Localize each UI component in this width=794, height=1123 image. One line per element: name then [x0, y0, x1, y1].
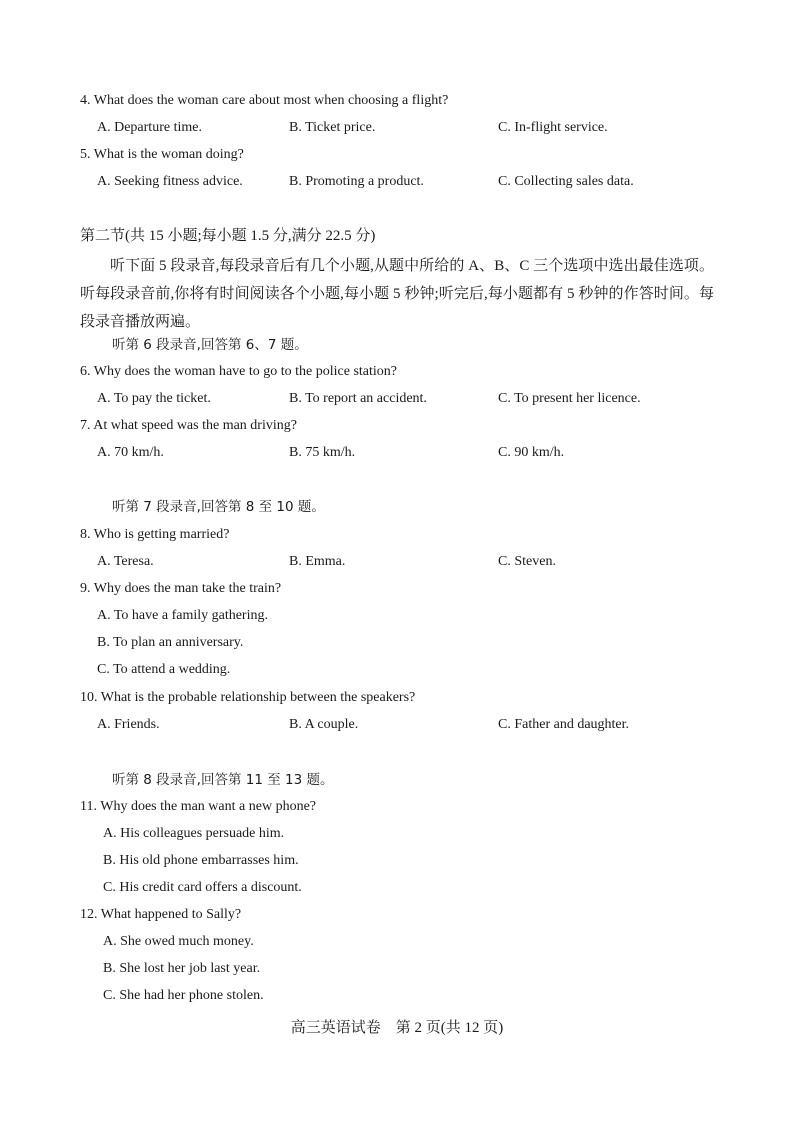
option-a: A. 70 km/h.: [97, 445, 164, 460]
question-10-options: [0, 714, 794, 736]
option-a: A. Seeking fitness advice.: [97, 174, 243, 189]
option-a: A. To pay the ticket.: [97, 391, 211, 406]
question-text: 11. Why does the man want a new phone?: [80, 799, 316, 814]
option-a: A. Departure time.: [97, 120, 202, 135]
option-c: C. Father and daughter.: [498, 717, 630, 732]
option-a: A. His colleagues persuade him.: [103, 826, 285, 841]
question-7: [0, 415, 794, 437]
question-11-option-c: [0, 877, 794, 899]
question-9-option-c: [0, 659, 794, 681]
option-a: A. Teresa.: [97, 554, 154, 569]
question-text: 8. Who is getting married?: [80, 527, 230, 542]
question-6-options: [0, 388, 794, 410]
section-title: 第二节(共 15 小题;每小题 1.5 分,满分 22.5 分): [80, 228, 376, 244]
option-b: B. Emma.: [289, 554, 346, 569]
option-c: C. Steven.: [498, 554, 556, 569]
question-4: [0, 90, 794, 112]
option-c: C. To attend a wedding.: [97, 662, 231, 677]
option-b: B. His old phone embarrasses him.: [103, 853, 299, 868]
question-11-option-a: [0, 823, 794, 845]
question-4-options: [0, 117, 794, 139]
question-9-option-b: [0, 632, 794, 654]
question-text: 7. At what speed was the man driving?: [80, 418, 297, 433]
option-b: B. Ticket price.: [289, 120, 376, 135]
question-7-options: [0, 442, 794, 464]
option-a: A. To have a family gathering.: [97, 608, 268, 623]
option-a: A. She owed much money.: [103, 934, 254, 949]
question-text: 5. What is the woman doing?: [80, 147, 244, 162]
question-8-options: [0, 551, 794, 573]
audio-instruction: 听第 8 段录音,回答第 11 至 13 题。: [112, 772, 334, 788]
question-12-option-b: [0, 958, 794, 980]
question-10: [0, 687, 794, 709]
option-c: C. 90 km/h.: [498, 445, 565, 460]
option-b: B. She lost her job last year.: [103, 961, 261, 976]
question-12-option-a: [0, 931, 794, 953]
option-c: C. Collecting sales data.: [498, 174, 634, 189]
option-b: B. To report an accident.: [289, 391, 427, 406]
question-text: 4. What does the woman care about most when choosing a flight?: [80, 93, 449, 108]
audio-instruction: 听第 6 段录音,回答第 6、7 题。: [112, 337, 308, 353]
option-b: B. A couple.: [289, 717, 359, 732]
question-12: [0, 904, 794, 926]
question-text: 10. What is the probable relationship between the speakers?: [80, 690, 416, 705]
audio-7-prompt: [0, 496, 794, 518]
question-5-options: [0, 171, 794, 193]
audio-instruction: 听第 7 段录音,回答第 8 至 10 题。: [112, 499, 325, 515]
page-footer: 高三英语试卷 第 2 页(共 12 页): [290, 1020, 504, 1036]
option-b: B. To plan an anniversary.: [97, 635, 244, 650]
question-12-option-c: [0, 985, 794, 1007]
option-b: B. 75 km/h.: [289, 445, 356, 460]
question-9-option-a: [0, 605, 794, 627]
question-5: [0, 144, 794, 166]
audio-6-prompt: [0, 334, 794, 356]
question-6: [0, 361, 794, 383]
question-11: [0, 796, 794, 818]
option-c: C. She had her phone stolen.: [103, 988, 264, 1003]
section-2-instructions: 听下面 5 段录音,每段录音后有几个小题,从题中所给的 A、B、C 三个选项中选出最佳选项。听每段录音前,你将有时间阅读各个小题,每小题 5 秒钟;听完后,每小题都有 5 秒钟的作答时间。每段录音播放两遍。: [80, 258, 714, 330]
question-text: 6. Why does the woman have to go to the police station?: [80, 364, 398, 379]
option-c: C. To present her licence.: [498, 391, 641, 406]
question-9: [0, 578, 794, 600]
section-2-heading: [0, 225, 794, 247]
option-b: B. Promoting a product.: [289, 174, 424, 189]
option-c: C. In-flight service.: [498, 120, 608, 135]
audio-8-prompt: [0, 769, 794, 791]
question-text: 12. What happened to Sally?: [80, 907, 242, 922]
question-8: [0, 524, 794, 546]
question-11-option-b: [0, 850, 794, 872]
option-a: A. Friends.: [97, 717, 160, 732]
option-c: C. His credit card offers a discount.: [103, 880, 302, 895]
question-text: 9. Why does the man take the train?: [80, 581, 282, 596]
